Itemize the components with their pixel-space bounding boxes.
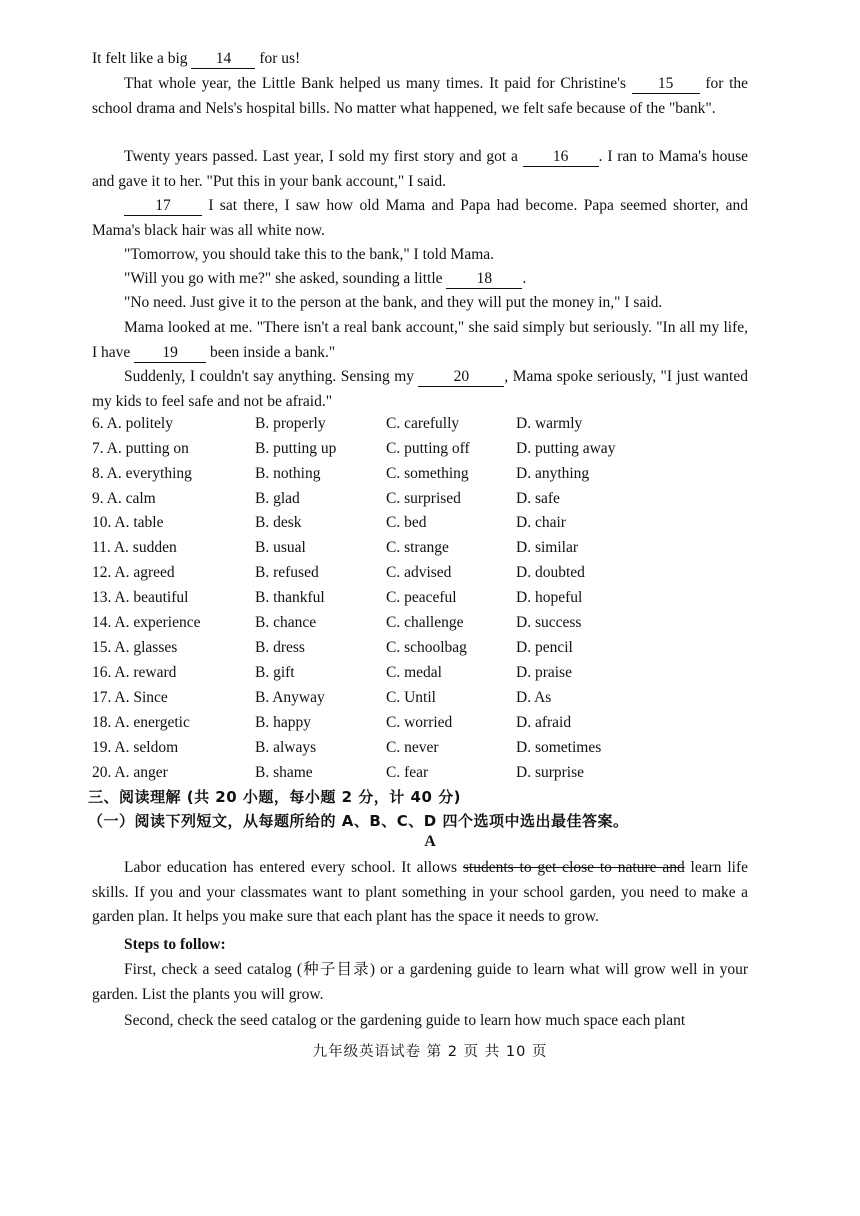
question-number: 19. <box>92 739 112 756</box>
story-paragraph-19 <box>92 316 748 365</box>
option-b: B. gift <box>255 664 295 681</box>
option-d: D. As <box>516 689 552 706</box>
question-number-and-option-a <box>92 611 200 635</box>
blank-20: 20 <box>418 368 504 387</box>
option-c: C. advised <box>386 564 452 581</box>
question-number: 10. <box>92 514 112 531</box>
option-b: B. Anyway <box>255 689 325 706</box>
question-number: 7. <box>92 440 104 457</box>
passage-label: A <box>424 833 436 850</box>
question-number: 12. <box>92 564 112 581</box>
option-d: D. success <box>516 614 582 631</box>
option-d: D. hopeful <box>516 589 583 606</box>
question-number-and-option-a <box>92 711 190 735</box>
option-a: A. experience <box>114 614 201 631</box>
struck-text: students to get close to nature and <box>462 859 685 876</box>
question-number-and-option-a <box>92 487 156 511</box>
option-c: C. putting off <box>386 440 470 457</box>
option-d: D. warmly <box>516 415 583 432</box>
option-d: D. putting away <box>516 440 616 457</box>
option-c: C. peaceful <box>386 589 457 606</box>
story-text: been inside a bank." <box>206 343 336 361</box>
option-b: B. thankful <box>255 589 325 606</box>
story-paragraph-15 <box>92 72 748 121</box>
option-b: B. usual <box>255 539 306 556</box>
option-c: C. carefully <box>386 415 460 432</box>
option-b: B. chance <box>255 614 317 631</box>
question-number-and-option-a <box>92 636 177 660</box>
story-text: . <box>522 270 527 287</box>
story-text: I sat there, I saw how old Mama and Papa had become. Papa seemed shorter, and Mama's black hair was all white now. <box>92 197 748 239</box>
question-number: 18. <box>92 714 112 731</box>
question-number-and-option-a <box>92 561 175 585</box>
question-number: 14. <box>92 614 112 631</box>
option-d: D. afraid <box>516 714 572 731</box>
option-c: C. strange <box>386 539 449 556</box>
story-paragraph: "Tomorrow, you should take this to the bank," I told Mama. <box>124 246 495 263</box>
story-text: . I ran to Mama's house and gave it to her. "Put this in your bank account," I said. <box>92 148 749 190</box>
blank-15: 15 <box>632 75 700 94</box>
option-a: A. table <box>114 514 164 531</box>
option-b: B. glad <box>255 490 300 507</box>
option-a: A. beautiful <box>114 589 189 606</box>
option-a: A. calm <box>106 490 156 507</box>
question-number-and-option-a <box>92 462 192 486</box>
option-c: C. worried <box>386 714 453 731</box>
question-number: 13. <box>92 589 112 606</box>
question-number: 6. <box>92 415 104 432</box>
option-a: A. sudden <box>113 539 177 556</box>
option-a: A. reward <box>114 664 177 681</box>
story-text: It felt like a big <box>92 50 192 67</box>
option-a: A. agreed <box>114 564 175 581</box>
story-text: "Will you go with me?" she asked, sounding a little <box>124 270 447 287</box>
question-number: 9. <box>92 490 104 507</box>
option-a: A. anger <box>114 764 168 781</box>
passage-paragraph: Second, check the seed catalog or the gardening guide to learn how much space each plant <box>124 1012 686 1029</box>
story-paragraph: "No need. Just give it to the person at the bank, and they will put the money in," I said. <box>124 294 663 311</box>
option-c: C. surprised <box>386 490 461 507</box>
story-text: for the school drama and Nels's hospital bills. No matter what happened, we felt safe because of the "bank". <box>92 75 748 117</box>
story-text: for us! <box>255 50 301 67</box>
question-number-and-option-a <box>92 536 177 560</box>
story-text: Twenty years passed. Last year, I sold my first story and got a <box>124 148 523 165</box>
option-b: B. properly <box>255 415 326 432</box>
option-c: C. Until <box>386 689 436 706</box>
option-a: A. everything <box>106 465 192 482</box>
option-a: A. seldom <box>114 739 179 756</box>
question-number-and-option-a <box>92 412 173 436</box>
option-d: D. chair <box>516 514 566 531</box>
option-d: D. anything <box>516 465 590 482</box>
option-b: B. always <box>255 739 317 756</box>
story-line-14 <box>92 47 748 72</box>
option-c: C. fear <box>386 764 429 781</box>
blank-18: 18 <box>446 270 522 289</box>
option-b: B. nothing <box>255 465 321 482</box>
question-number: 20. <box>92 764 112 781</box>
story-paragraph-18 <box>92 267 748 292</box>
story-paragraph-16 <box>92 145 748 194</box>
option-d: D. praise <box>516 664 572 681</box>
steps-heading: Steps to follow: <box>124 936 226 953</box>
question-number-and-option-a <box>92 661 176 685</box>
passage-text: learn life skills. If you and your classmates want to plant something in your school garden, you need to make a garden plan. It helps you make sure that each plant has the space it needs to grow. <box>92 859 748 925</box>
question-number: 8. <box>92 465 104 482</box>
option-d: D. safe <box>516 490 560 507</box>
option-c: C. challenge <box>386 614 464 631</box>
option-b: B. shame <box>255 764 313 781</box>
story-paragraph-20 <box>92 365 748 414</box>
option-a: A. energetic <box>114 714 190 731</box>
option-c: C. never <box>386 739 439 756</box>
option-d: D. doubted <box>516 564 585 581</box>
section-instructions: （一）阅读下列短文，从每题所给的 A、B、C、D 四个选项中选出最佳答案。 <box>88 812 629 830</box>
option-d: D. pencil <box>516 639 573 656</box>
section-title: 三、阅读理解 (共 20 小题，每小题 2 分，计 40 分) <box>88 788 461 806</box>
question-number-and-option-a <box>92 761 168 785</box>
option-c: C. medal <box>386 664 442 681</box>
passage-text: Labor education has entered every school. It allows <box>124 859 463 876</box>
option-a: A. glasses <box>114 639 178 656</box>
blank-16: 16 <box>523 148 599 167</box>
story-text: , Mama spoke seriously, "I just wanted my kids to feel safe and not be afraid." <box>92 368 748 410</box>
story-text: Suddenly, I couldn't say anything. Sensing my <box>124 368 419 385</box>
option-a: A. politely <box>106 415 173 432</box>
page-footer: 九年级英语试卷 第 2 页 共 10 页 <box>312 1044 548 1060</box>
option-d: D. similar <box>516 539 578 556</box>
question-number: 17. <box>92 689 112 706</box>
option-a: A. Since <box>114 689 168 706</box>
question-number-and-option-a <box>92 686 168 710</box>
option-d: D. surprise <box>516 764 585 781</box>
option-b: B. happy <box>255 714 311 731</box>
option-b: B. dress <box>255 639 305 656</box>
question-number-and-option-a <box>92 437 189 461</box>
blank-17: 17 <box>124 197 202 216</box>
story-paragraph-17 <box>92 194 748 243</box>
question-number-and-option-a <box>92 586 188 610</box>
question-number: 16. <box>92 664 112 681</box>
question-number-and-option-a <box>92 511 163 535</box>
blank-14: 14 <box>191 50 255 69</box>
question-number: 11. <box>92 539 111 556</box>
option-c: C. bed <box>386 514 427 531</box>
question-number: 15. <box>92 639 112 656</box>
story-text: That whole year, the Little Bank helped us many times. It paid for Christine's <box>124 75 632 92</box>
option-c: C. something <box>386 465 469 482</box>
blank-19: 19 <box>134 344 206 363</box>
option-c: C. schoolbag <box>386 639 467 656</box>
story-text: Mama looked at me. "There isn't a real bank account," she said simply but seriously. "In all my life, I have <box>92 319 748 361</box>
option-d: D. sometimes <box>516 739 602 756</box>
passage-paragraph <box>92 856 748 930</box>
question-number-and-option-a <box>92 736 178 760</box>
option-b: B. putting up <box>255 440 337 457</box>
option-a: A. putting on <box>106 440 189 457</box>
option-b: B. refused <box>255 564 319 581</box>
passage-paragraph: First, check a seed catalog (种子目录) or a gardening guide to learn what will grow well in your garden. List the plants you will grow. <box>92 961 748 1003</box>
option-b: B. desk <box>255 514 302 531</box>
